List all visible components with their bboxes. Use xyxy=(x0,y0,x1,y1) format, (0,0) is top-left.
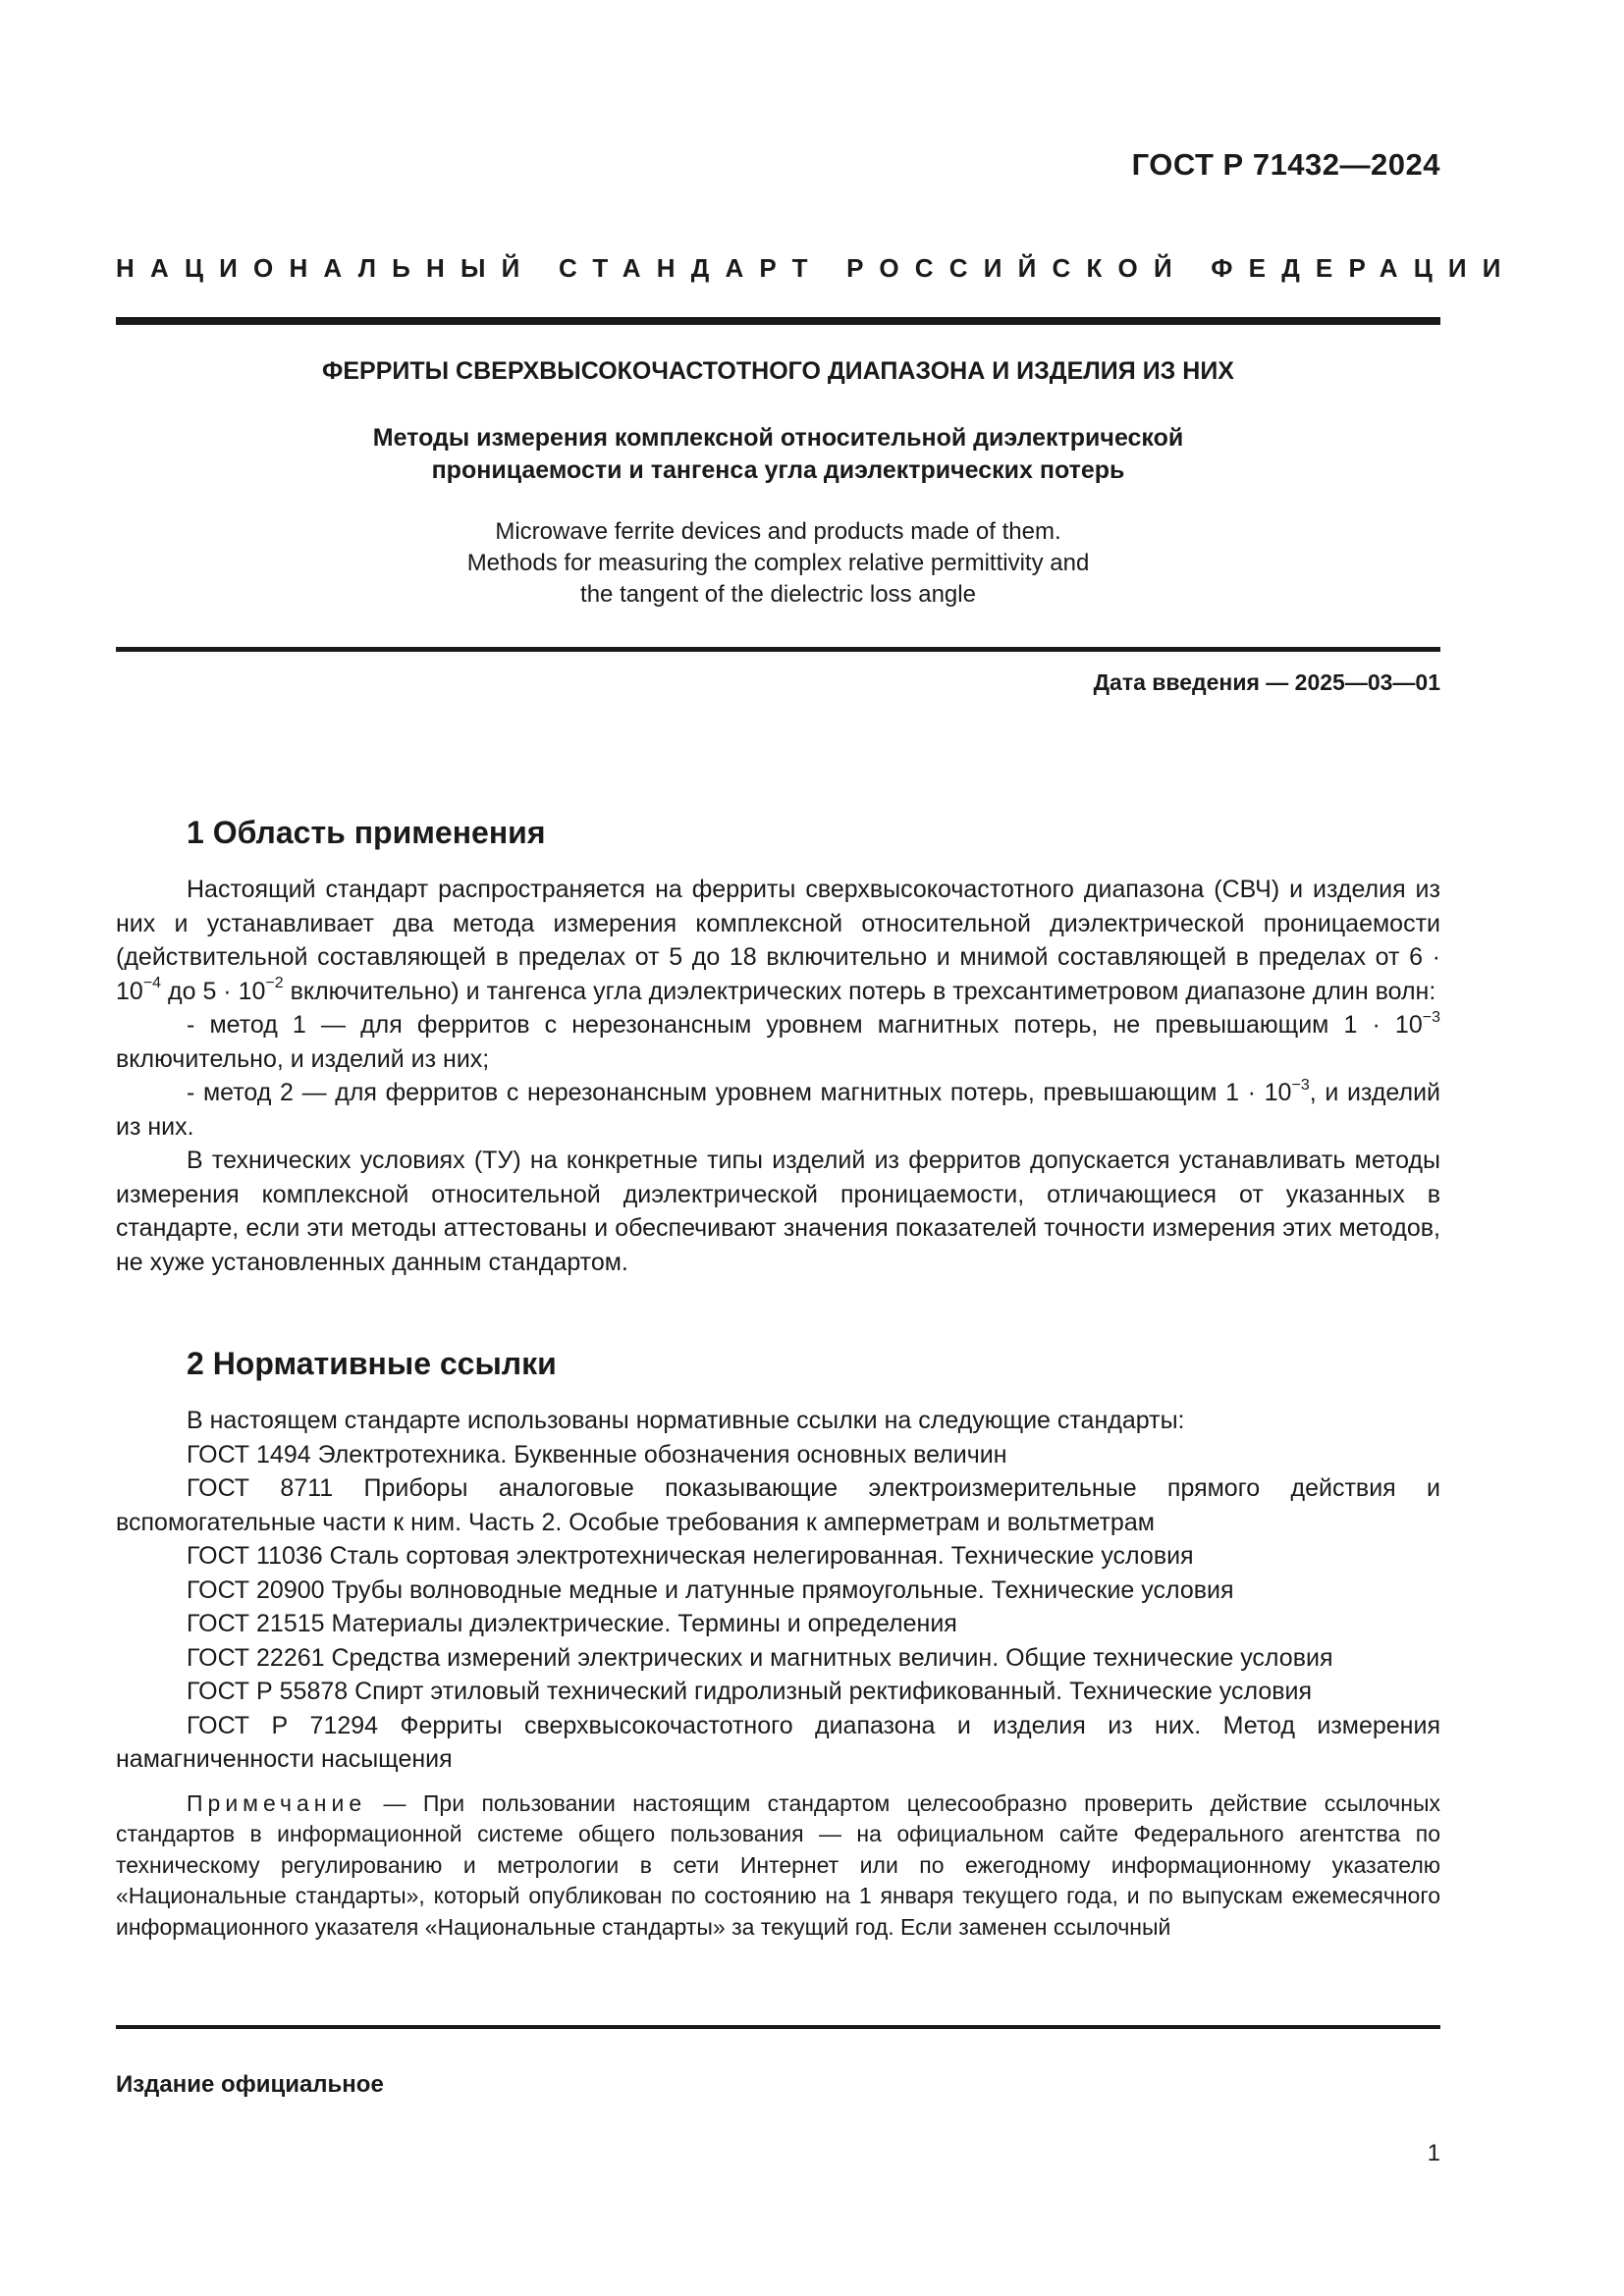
top-divider xyxy=(116,317,1440,325)
list-item-method-1: - метод 1 — для ферритов с нерезонансным уровнем магнитных потерь, не превышающим $1 \cdot 10^{-3}$ включительно, и изделий из них; xyxy=(116,1008,1440,1073)
reference-item: ГОСТ Р 71294 Ферриты сверхвысокочастотного диапазона и изделия из них. Метод измерения намагниченности насыщения xyxy=(116,1711,1440,1773)
national-standard-banner: НАЦИОНАЛЬНЫЙ СТАНДАРТ РОССИЙСКОЙ ФЕДЕРАЦИИ xyxy=(116,253,1517,283)
english-title xyxy=(116,516,1440,611)
page-number: 1 xyxy=(1427,2140,1440,2166)
english-title-line: Microwave ferrite devices and products made of them. xyxy=(495,518,1061,545)
section-heading-scope: 1 Область применения xyxy=(187,815,546,850)
english-title-line: Methods for measuring the complex relative permittivity and xyxy=(466,550,1090,576)
note-label: Примечание xyxy=(187,1789,367,1816)
list-item-method-2: - метод 2 — для ферритов с нерезонансным уровнем магнитных потерь, превышающим $1 \cdot 10^{-3}$, и изделий из них. xyxy=(116,1076,1440,1141)
footer-divider xyxy=(116,2025,1440,2029)
document-title: ФЕРРИТЫ СВЕРХВЫСОКОЧАСТОТНОГО ДИАПАЗОНА И ИЗДЕЛИЯ ИЗ НИХ xyxy=(322,357,1234,385)
paragraph: В технических условиях (ТУ) на конкретные типы изделий из ферритов допускается устанавливать методы измерения комплексной относительной диэлектрической проницаемости, отличающиеся от указанных в стандарте, если эти методы аттестованы и обеспечивают значения показателей точности измерения этих методов, не хуже установленных данным стандартом. xyxy=(116,1147,1440,1276)
section-references-body xyxy=(116,1404,1440,1943)
reference-item: ГОСТ 22261 Средства измерений электрических и магнитных величин. Общие технические условия xyxy=(187,1643,1333,1672)
reference-item: ГОСТ 8711 Приборы аналоговые показывающие электроизмерительные прямого действия и вспомогательные части к ним. Часть 2. Особые требования к амперметрам и вольтметрам xyxy=(116,1474,1440,1536)
reference-item: ГОСТ 20900 Трубы волноводные медные и латунные прямоугольные. Технические условия xyxy=(187,1575,1234,1604)
reference-item: ГОСТ 1494 Электротехника. Буквенные обозначения основных величин xyxy=(187,1440,1007,1468)
subtitle-line: проницаемости и тангенса угла диэлектрических потерь xyxy=(431,456,1125,484)
reference-item: ГОСТ 11036 Сталь сортовая электротехническая нелегированная. Технические условия xyxy=(187,1542,1194,1570)
title-divider xyxy=(116,647,1440,652)
paragraph: Настоящий стандарт распространяется на ферриты сверхвысокочастотного диапазона (СВЧ) и изделия из них и устанавливает два метода измерения комплексной относительной диэлектрической проницаемости (действительной составляющей в пределах от 5 до 18 включительно и мнимой составляющей в пределах от $6 \cdot 10^{-4}$ до $5 \cdot 10^{-2}$ включительно) и тангенса угла диэлектрических потерь в трехсантиметровом диапазоне длин волн: xyxy=(116,876,1440,1005)
document-number: ГОСТ Р 71432—2024 xyxy=(1131,147,1440,182)
paragraph: В настоящем стандарте использованы нормативные ссылки на следующие стандарты: xyxy=(187,1407,1185,1434)
introduction-date: Дата введения — 2025—03—01 xyxy=(1093,669,1440,695)
edition-label: Издание официальное xyxy=(116,2071,384,2098)
section-heading-normative-references: 2 Нормативные ссылки xyxy=(187,1346,557,1381)
section-scope-body xyxy=(116,873,1440,1279)
reference-item: ГОСТ Р 55878 Спирт этиловый технический гидролизный ректификованный. Технические условия xyxy=(187,1678,1313,1705)
reference-item: ГОСТ 21515 Материалы диэлектрические. Термины и определения xyxy=(187,1610,957,1637)
document-subtitle xyxy=(116,422,1440,487)
note: Примечание — При пользовании настоящим стандартом целесообразно проверить действие ссылочных стандартов в информационной системе общего пользования — на официальном сайте Федерального агентства по техническому регулированию и метрологии в сети Интернет или по ежегодному информационному указателю «Национальные стандарты», который опубликован по состоянию на 1 января текущего года, и по выпускам ежемесячного информационного указателя «Национальные стандарты» за текущий год. Если заменен ссылочный xyxy=(116,1789,1440,1940)
subtitle-line: Методы измерения комплексной относительной диэлектрической xyxy=(372,424,1184,452)
english-title-line: the tangent of the dielectric loss angle xyxy=(580,581,976,608)
